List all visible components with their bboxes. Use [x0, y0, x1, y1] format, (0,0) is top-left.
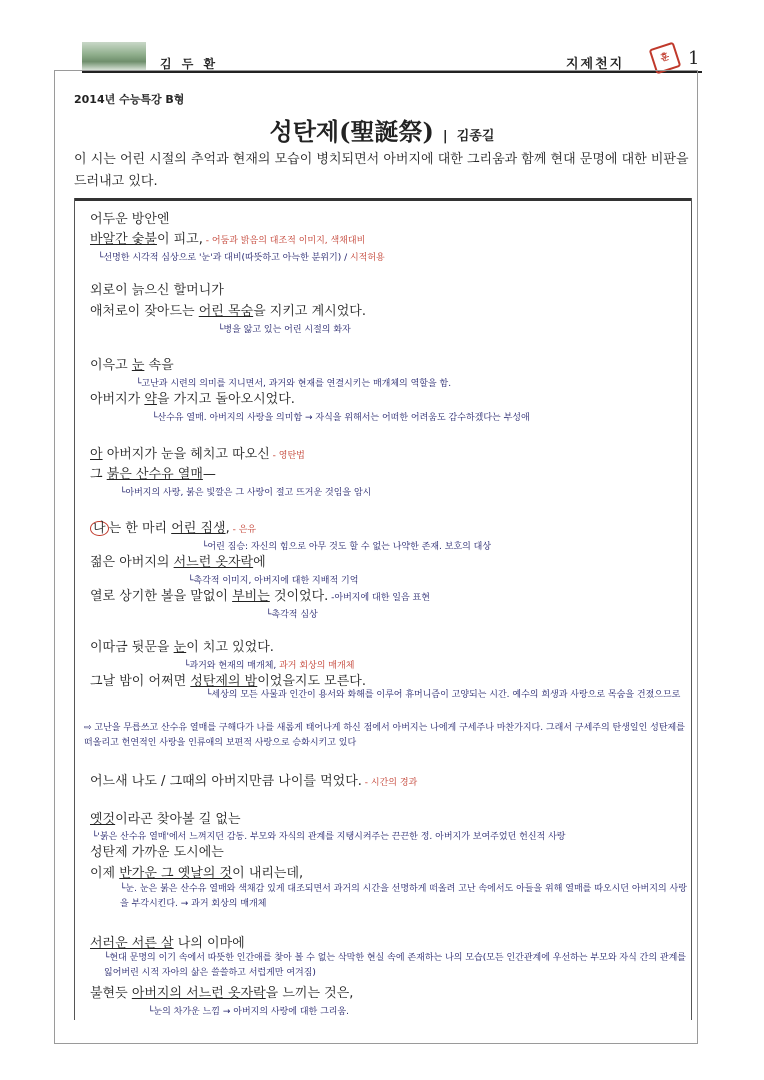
- header-author: 김 두 환: [160, 57, 219, 71]
- annotation: └세상의 모든 사물과 인간이 용서와 화해를 이루어 휴머니즘이 고양되는 시간. 예수의 희생과 사랑으로 목숨을 건졌으므로: [206, 690, 681, 700]
- poem-line: [90, 636, 274, 655]
- annotation: └'붉은 산수유 열매'에서 느껴지던 감동. 부모와 자식의 관계를 지탱시켜주는 끈끈한 정. 아버지가 보여주었던 헌신적 사랑: [92, 832, 566, 842]
- keyword: 서러운 서른 살: [90, 936, 174, 951]
- poem-line: 어두운 방안엔: [90, 212, 170, 227]
- poem-line: [90, 517, 256, 536]
- header-brand: 지제천지: [566, 57, 625, 72]
- poem-line: [90, 770, 417, 789]
- poem-line: [90, 443, 305, 462]
- text: 에: [253, 555, 266, 570]
- annotation: [98, 250, 385, 263]
- keyword: 눈: [131, 358, 145, 373]
- intro-text: 이 시는 어린 시절의 추억과 현재의 모습이 병치되면서 아버지에 대한 그리움과 함께 현대 문명에 대한 비판을 드러내고 있다.: [74, 152, 689, 189]
- title-block: [0, 112, 764, 147]
- keyword: 바알간 숯불: [90, 232, 157, 247]
- annotation: └촉각적 심상: [266, 610, 318, 620]
- text: 이 내리는데,: [232, 866, 304, 881]
- annotation-red: - 은유: [229, 525, 257, 535]
- annotation-red: - 시간의 경과: [361, 778, 418, 788]
- text: 이따금 뒷문을: [90, 640, 174, 655]
- annotation-text: └과거와 현재의 매개체,: [184, 661, 280, 671]
- text: 속을: [144, 358, 174, 373]
- annotation-red: - 어둠과 밝음의 대조적 이미지, 색채대비: [202, 236, 366, 246]
- keyword: 부비는: [232, 589, 270, 604]
- annotation: └아버지의 사랑, 붉은 빛깔은 그 사랑이 절고 뜨거운 것임을 암시: [120, 488, 372, 498]
- keyword: 눈: [173, 640, 187, 655]
- poem-line: [90, 670, 366, 689]
- annotation: └병을 앓고 있는 어린 시절의 화자: [218, 325, 351, 335]
- annotation: └산수유 열매. 아버지의 사랑을 의미함 → 자식을 위해서는 어떠한 어려움도 감수하겠다는 부성애: [152, 413, 530, 423]
- text: 애처로이 잦아드는: [90, 304, 199, 319]
- text: 열로 상기한 볼을 말없이: [90, 589, 233, 604]
- annotation-text: └선명한 시각적 심상으로 '눈'과 대비(따뜻하고 아늑한 분위기) /: [98, 253, 350, 263]
- text: 이 피고,: [156, 232, 203, 247]
- text: 그날 밤이 어쩌면: [90, 674, 191, 689]
- stamp-icon: 훈: [649, 42, 682, 75]
- poem-author: 김종길: [456, 129, 495, 144]
- annotation-red: 시적허용: [349, 253, 385, 263]
- poem-line: [90, 463, 216, 482]
- annotation: └고난과 시련의 의미를 지니면서, 과거와 현재를 연결시키는 매개체의 역할을 함.: [136, 379, 452, 389]
- text: —: [202, 467, 216, 482]
- annotation-red: - 영탄법: [269, 451, 305, 461]
- annotation: └어린 짐승: 자신의 힘으로 아무 것도 할 수 없는 나약한 존재. 보호의 대상: [202, 542, 492, 552]
- poem-line: [90, 300, 366, 319]
- text: 불현듯: [90, 986, 132, 1001]
- text: 을 느끼는 것은,: [265, 986, 354, 1001]
- text: 이 치고 있었다.: [186, 640, 274, 655]
- annotation-summary: ⇨ 고난을 무릅쓰고 산수유 열매를 구해다가 나를 새롭게 태어나게 하신 점에서 아버지는 나에게 구세주나 마찬가지다. 그래서 구세주의 탄생일인 성탄제를 떠올리고 헌연적인 사랑을 인류애의 보편적 사랑으로 승화시키고 있다: [84, 723, 685, 748]
- poem-line: 성탄제 가까운 도시에는: [90, 845, 224, 860]
- text: 이윽고: [90, 358, 132, 373]
- poem-line: [90, 932, 245, 951]
- poem-box-top-rule: [75, 198, 691, 201]
- text: 것이었다.: [269, 589, 329, 604]
- poem-line: [90, 862, 303, 881]
- annotation-red: 과거 회상의 매개체: [279, 661, 355, 671]
- poem-line: [90, 982, 353, 1001]
- keyword: 성탄제의 밤: [190, 674, 258, 689]
- text: 어느새 나도 / 그때의 아버지만큼 나이를 먹었다.: [90, 774, 362, 789]
- annotation: └현대 문명의 이기 속에서 따뜻한 인간애를 찾아 볼 수 없는 삭막한 현실 속에 존재하는 나의 모습(모든 인간관계에 우선하는 부모와 자식 간의 관계를 잃어버린 시적 자아의 삶은 쓸쓸하고 서럽게만 여겨짐): [104, 953, 686, 978]
- poem-line: [90, 228, 365, 247]
- header-landscape-image: [82, 42, 146, 70]
- poem-line: [90, 808, 241, 827]
- keyword: 서느런 옷자락: [173, 555, 254, 570]
- poem-line: [90, 551, 266, 570]
- page-number: 1: [688, 48, 700, 69]
- keyword: 붉은 산수유 열매: [106, 467, 203, 482]
- circled-keyword: 나: [90, 521, 109, 536]
- text: 이었을지도 모른다.: [257, 674, 366, 689]
- poem-line: [90, 354, 174, 373]
- annotation: └눈의 차가운 느낌 → 아버지의 사랑에 대한 그리움.: [148, 1007, 350, 1017]
- keyword: 아: [90, 447, 103, 462]
- keyword: 반가운 그 옛날의 것: [119, 866, 233, 881]
- poem-line: [90, 585, 430, 604]
- text: 아버지가 눈을 헤치고 따오신: [102, 447, 270, 462]
- text: 이제: [90, 866, 120, 881]
- annotation: └눈. 눈은 붉은 산수유 열매와 색채감 있게 대조되면서 과거의 시간을 선명하게 떠올려 고난 속에서도 아들을 위해 열매를 따오시던 아버지의 사랑을 부각시킨다. → 과거 회상의 매개체: [120, 884, 687, 909]
- text: 이라곤 찾아볼 길 없는: [115, 812, 241, 827]
- text: 을 지키고 계시었다.: [253, 304, 366, 319]
- exam-tag: 2014년 수능특강 B형: [74, 93, 185, 106]
- text: 는 한 마리: [108, 521, 172, 536]
- text: 젊은 아버지의: [90, 555, 174, 570]
- text: ,: [225, 521, 230, 536]
- keyword: 어린 목숨: [198, 304, 254, 319]
- keyword: 아버지의 서느런 옷자락: [131, 986, 266, 1001]
- text: 을 가지고 돌아오시었다.: [156, 392, 295, 407]
- text: 아버지가: [90, 392, 145, 407]
- keyword: 어린 짐생: [171, 521, 226, 536]
- text: 나의 이마에: [173, 936, 245, 951]
- title-separator: |: [442, 129, 448, 144]
- annotation: -아버지에 대한 일음 표현: [328, 593, 430, 603]
- text: 그: [90, 467, 107, 482]
- poem-line: [90, 388, 295, 407]
- poem-line: 외로이 늙으신 할머니가: [90, 283, 224, 298]
- keyword: 약: [144, 392, 157, 407]
- poem-title: 성탄제(聖誕祭): [269, 117, 434, 146]
- annotation: └촉각적 이미지, 아버지에 대한 지배적 기억: [188, 576, 359, 586]
- keyword: 옛것: [90, 812, 116, 827]
